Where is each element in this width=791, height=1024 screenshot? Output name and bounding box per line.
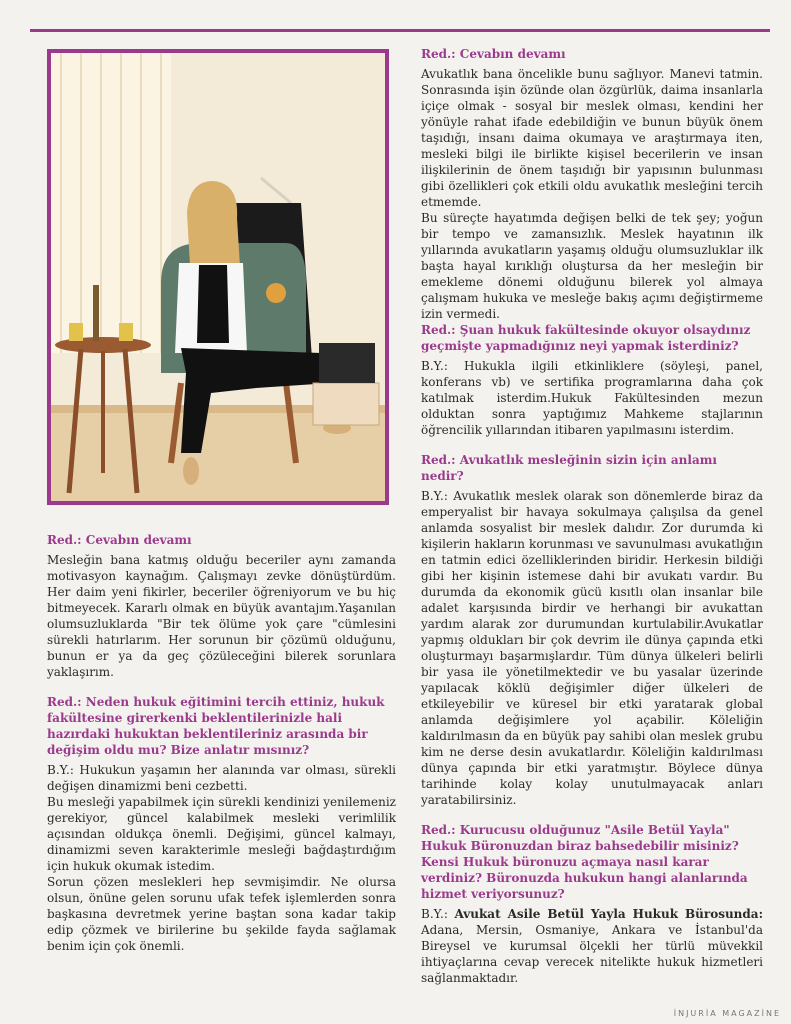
left-column [47, 532, 396, 954]
firm-name: Avukat Asile Betül Yayla Hukuk Bürosunda: [454, 907, 763, 921]
answer-paragraph [421, 906, 763, 986]
top-rule [30, 29, 770, 32]
answer-prefix: B.Y.: [421, 907, 455, 921]
answer-paragraph: Avukatlık bana öncelikle bunu sağlıyor. Manevi tatmin. Sonrasında işin özünde olan özgürlük, daima insanlarla içiçe olmak - sosyal bir meslek olması, kendini her yönüyle rahat ifade edebildiğin ve bunun büyük önem taşıdığı, insanı daima okumaya ve araştırmaya iten, mesleki bilgi ile birlikte kişisel becerilerin ve insan ilişkilerinin de önem taşıdığı bir yapısının bulunması gibi özellikleri çok etkili oldu avukatlık mesleğini tercih etmemde. [421, 67, 763, 209]
question-heading: Red.: Avukatlık mesleğinin sizin için anlamı nedir? [421, 453, 717, 483]
answer-paragraph: Bu süreçte hayatımda değişen belki de tek şey; yoğun bir tempo ve zamansızlık. Meslek hayatının ilk yıllarında avukatların yaşamış olduğu olumsuzluklar ilk başta hayal kırıklığı oluştursa da her mesleğin bir emekleme dönemi olduğunu bilerek yol almaya çalışmam hukuka ve mesleğe bakış açımı değiştirmeme izin vermedi. [421, 211, 763, 321]
question-heading: Red.: Kurucusu olduğunuz "Asile Betül Yayla" Hukuk Büronuzdan biraz bahsedebilir misiniz? Kensi Hukuk büronuzu açmaya nasıl karar verdiniz? Büronuzda hukukun hangi alanlarında hizmet veriyorsunuz? [421, 823, 748, 901]
answer-text: Adana, Mersin, Osmaniye, Ankara ve İstanbul'da Bireysel ve kurumsal ölçekli her türlü müvekkil ihtiyaçlarına cevap verecek nitelikte hukuk hizmetleri sağlanmaktadır. [421, 923, 763, 985]
answer-paragraph: Mesleğin bana katmış olduğu beceriler aynı zamanda motivasyon kaynağım. Çalışmayı zevke dönüştürdüm. Her daim yeni fikirler, beceriler öğreniyorum ve bu hiç bitmeyecek. Kararlı olmak en büyük avantajım.Yaşanılan olumsuzluklarda "Bir tek ölüme yok çare "cümlesini sürekli hatırlarım. Her sorunun bir çözümü olduğunu, bunun er ya da geç çözüleceğini bilerek sorunlara yaklaşırım. [47, 553, 396, 679]
question-heading: Red.: Neden hukuk eğitimini tercih ettiniz, hukuk fakültesine girerkenki beklentilerinizle hali hazırdaki hukuktan beklentileriniz arasında bir değişim oldu mu? Bize anlatır mısınız? [47, 695, 385, 757]
portrait-illustration [51, 53, 385, 501]
right-column [421, 46, 763, 986]
question-heading: Red.: Cevabın devamı [421, 47, 566, 61]
answer-paragraph: B.Y.: Hukukun yaşamın her alanında var olması, sürekli değişen dinamizmi beni cezbetti. [47, 763, 396, 793]
portrait-photo [47, 49, 389, 505]
question-heading: Red.: Cevabın devamı [47, 533, 192, 547]
answer-paragraph: B.Y.: Avukatlık meslek olarak son dönemlerde biraz da emperyalist bir havaya sokulmaya çalışılsa da genel anlamda sosyalist bir meslek dalıdır. Zor durumda ki kişilerin hakların korunması ve savunulması avukatlığın en tatmin edici özelliklerinden biridir. Herkesin bildiği gibi her kişinin istemese dahi bir avukatı vardır. Bu durumda da ekonomik gücü kısıtlı olan insanlar bile adalet karşısında birdir ve herhangi bir avukattan yardım alarak zor durumundan kurtulabilir.Avukatlar yapmış oldukları bir çok devrim ile dünya çapında etki oluşturmayı başarmışlardır. Tüm dünya ülkeleri belirli bir yasa ile yönetilmektedir ve bu yasalar üzerinde yapılacak köklü değişimler diğer ülkeleri de etkileyebilir ve küresel bir etki yaratarak global anlamda değişimlere yol açabilir. Köleliğin kaldırılmasın da en büyük pay sahibi olan meslek grubu kim ne derse desin avukatlardır. Köleliğin kaldırılması dünya çapında bir etki yaratmıştır. Böylece dünya tarihinde kolay kolay unutulmayacak anları yaratabilirsiniz. [421, 489, 763, 807]
answer-paragraph: Bu mesleği yapabilmek için sürekli kendinizi yenilemeniz gerekiyor, güncel kalabilmek mesleki verimlilik açısından oldukça önemli. Değişimi, güncel kalmayı, dinamizmi seven karakterimle mesleği bağdaştırdığım için hukuk okumak istedim. [47, 795, 396, 873]
answer-paragraph: Sorun çözen meslekleri hep sevmişimdir. Ne olursa olsun, önüne gelen sorunu ufak tefek işlemlerden sonra başkasına devretmek yerine baştan sona kadar takip edip çözmek ve birilerine bu şekilde fayda sağlamak benim için çok önemli. [47, 875, 396, 953]
answer-paragraph: B.Y.: Hukukla ilgili etkinliklere (söyleşi, panel, konferans vb) ve sertifika programlarına daha çok katılmak isterdim.Hukuk Fakültesinden mezun olduktan sonra yaptığımız Mahkeme stajlarının öğrencilik yıllarından itibaren yapılmasını isterdim. [421, 359, 763, 437]
magazine-footer: İNJURİA MAGAZİNE [673, 1009, 781, 1018]
question-heading: Red.: Şuan hukuk fakültesinde okuyor olsaydınız geçmişte yapmadığınız neyi yapmak isterdiniz? [421, 323, 751, 353]
